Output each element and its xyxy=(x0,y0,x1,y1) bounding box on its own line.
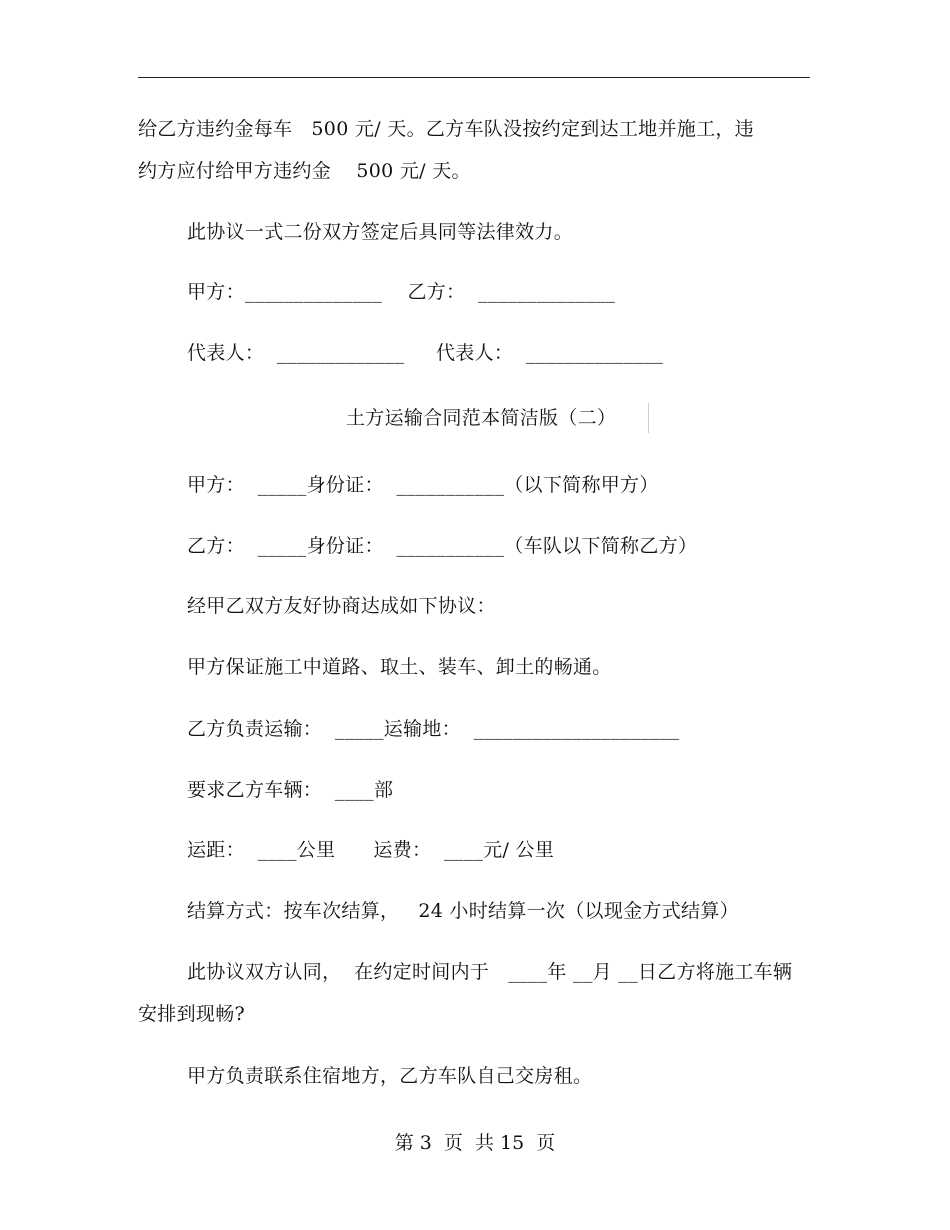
clause-lodging: 甲方负责联系住宿地方，乙方车队自己交房租。 xyxy=(187,1065,593,1087)
paragraph-validity: 此协议一式二份双方签定后具同等法律效力。 xyxy=(187,221,574,243)
paragraph-line-1: 给乙方违约金每车 500 元/ 天。乙方车队没按约定到达工地并施工，违 xyxy=(138,118,754,140)
party-b-line: 乙方： _____身份证： ___________（车队以下简称乙方） xyxy=(187,535,698,557)
clause-settlement: 结算方式：按车次结算， 24 小时结算一次（以现金方式结算） xyxy=(187,900,739,922)
clause-vehicles: 要求乙方车辆： ____部 xyxy=(187,779,394,801)
agreement-intro: 经甲乙双方友好协商达成如下协议： xyxy=(187,595,496,617)
clause-distance-fee: 运距： ____公里 运费： ____元/ 公里 xyxy=(187,839,555,861)
signature-parties-line: 甲方：______________ 乙方： ______________ xyxy=(187,281,616,303)
paragraph-line-2: 约方应付给甲方违约金 500 元/ 天。 xyxy=(138,160,471,182)
page-number-footer: 第 3 页 共 15 页 xyxy=(394,1132,556,1154)
clause-transport: 乙方负责运输： _____运输地： _____________________ xyxy=(187,718,680,740)
party-a-line: 甲方： _____身份证： ___________（以下简称甲方） xyxy=(187,474,659,496)
clause-schedule-line-1: 此协议双方认同， 在约定时间内于 ____年 __月 __日乙方将施工车辆 xyxy=(187,961,793,983)
section-subtitle: 土方运输合同范本简洁版（二） xyxy=(346,403,649,433)
header-rule xyxy=(138,77,810,78)
signature-representatives-line: 代表人： _____________ 代表人： ______________ xyxy=(187,342,664,364)
clause-road-access: 甲方保证施工中道路、取土、装车、卸土的畅通。 xyxy=(187,656,612,678)
clause-schedule-line-2: 安排到现畅? xyxy=(138,1003,245,1025)
